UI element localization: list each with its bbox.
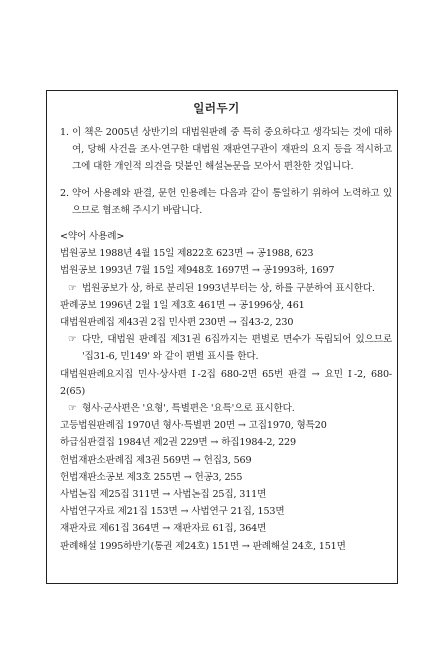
item-number: 2. [60, 187, 69, 199]
example-line: 대법원판례집 제43권 2집 민사편 230면 → 집43-2, 230 [60, 317, 294, 329]
note-text: 형사·군사편은 '요형', 특별편은 '요특'으로 표시한다. [82, 403, 295, 415]
example-line: 법원공보 1993년 7월 15일 제948호 1697면 → 공1993하, 1697 [60, 265, 335, 277]
example-line: 하급심판결집 1984년 제2권 229면 → 하집1984-2, 229 [60, 437, 296, 449]
pointing-hand-icon: ☞ [68, 282, 77, 294]
example-line: 재판자료 제61집 364면 → 재판자료 61집, 364면 [60, 523, 267, 535]
item-2 [60, 185, 392, 219]
example-line: 판례공보 1996년 2월 1일 제3호 461면 → 공1996상, 461 [60, 299, 305, 311]
note-text: 법원공보가 상, 하로 분리된 1993년부터는 상, 하를 구분하여 표시한다. [82, 282, 375, 294]
example-line-wrapped [60, 538, 392, 555]
pointing-hand-icon: ☞ [68, 334, 77, 346]
note [60, 400, 392, 417]
pointing-hand-icon: ☞ [68, 403, 77, 415]
example-line: 고등법원판례집 1970년 형사·특별편 20면 → 고집1970, 형특20 [60, 420, 327, 432]
example-line: 사법논집 제25집 311면 → 사법논집 25집, 311면 [60, 489, 267, 501]
note [60, 331, 392, 365]
item-text: 약어 사용례와 판결, 문헌 인용례는 다음과 같이 통일하기 위하여 노력하고 있으므로 협조해 주시기 바랍니다. [72, 187, 392, 216]
example-line: 헌법재판소판례집 제3권 569면 → 헌집3, 569 [60, 454, 252, 466]
example-line: 법원공보 1988년 4월 15일 제822호 623면 → 공1988, 623 [60, 248, 314, 260]
content-body [60, 124, 392, 555]
example-line-wrapped [60, 366, 392, 400]
example-line: 사법연구자료 제21집 153면 → 사법연구 21집, 153면 [60, 506, 285, 518]
page-title: 일러두기 [193, 101, 240, 115]
example-line: 헌법재판소공보 제3호 255면 → 헌공3, 255 [60, 471, 243, 483]
example-text: 판례해설 1995하반기(통권 제24호) 151면 → 판례해설 24호, 151면 [60, 540, 346, 552]
item-text: 이 책은 2005년 상반기의 대법원판례 중 특히 중요하다고 생각되는 것에 대하여, 당해 사건을 조사·연구한 대법원 재판연구관이 재판의 요지 등을 적시하고 그에 대한 개인적 의견을 덧붙인 해설논문을 모아서 편찬한 것입니다. [72, 127, 392, 173]
item-number: 1. [60, 127, 69, 138]
note [60, 280, 392, 297]
examples-header: <약어 사용례> [60, 231, 125, 243]
note-text: 다만, 대법원 판례집 제31권 6집까지는 편별로 면수가 독립되어 있으므로 '집31-6, 민149' 와 같이 편별 표시를 한다. [82, 334, 392, 363]
example-text: 대법원판례요지집 민사·상사편 Ⅰ-2집 680-2면 65번 판결 → 요민 Ⅰ-2, 680-2(65) [60, 368, 392, 397]
item-1 [60, 124, 392, 176]
